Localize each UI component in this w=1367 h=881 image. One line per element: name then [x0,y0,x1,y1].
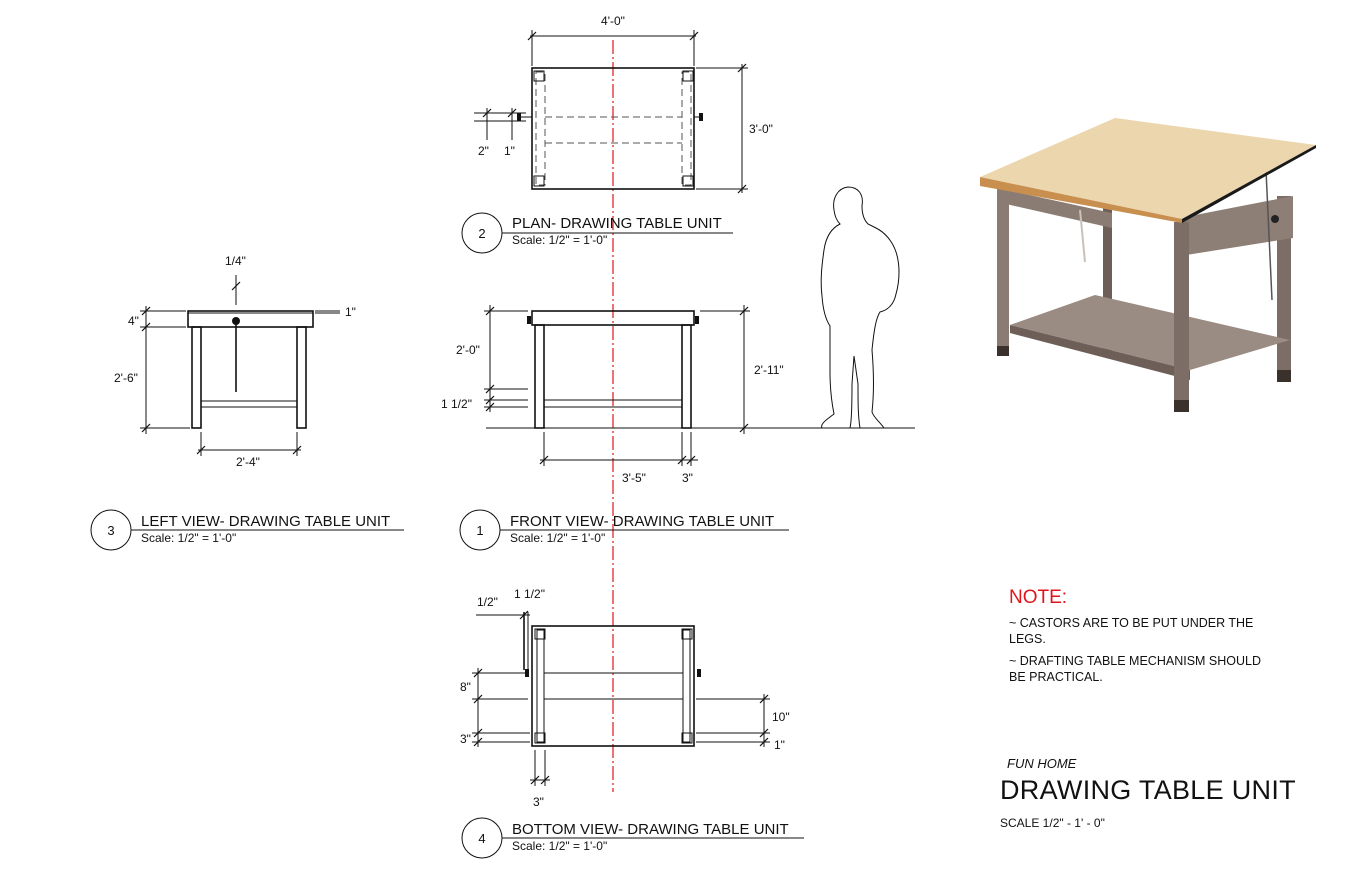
left-view [91,254,404,550]
left-dim-top: 1/4" [225,254,246,268]
left-dim-thick: 4" [128,314,139,328]
front-dim-leg: 2'-0" [456,343,480,357]
left-dim-edge: 1" [345,305,356,319]
bottom-view-title: BOTTOM VIEW- DRAWING TABLE UNIT [512,821,789,838]
front-dim-inset: 3" [682,471,693,485]
front-dim-height: 2'-11" [754,363,784,377]
left-view-title: LEFT VIEW- DRAWING TABLE UNIT [141,513,391,530]
note-item-mechanism: ~ DRAFTING TABLE MECHANISM SHOULD BE PRACTICAL. [1009,654,1262,684]
bottom-view-scale: Scale: 1/2" = 1'-0" [512,839,608,853]
left-dim-height: 2'-6" [114,371,138,385]
project-name: FUN HOME [1007,756,1077,771]
bottom-dim-half: 1/2" [477,595,498,609]
bottom-dim-three-left: 3" [460,732,471,746]
bottom-dim-eight: 8" [460,680,471,694]
front-view-title: FRONT VIEW- DRAWING TABLE UNIT [510,513,775,530]
note-title: NOTE: [1009,587,1068,608]
bottom-dim-one: 1" [774,738,785,752]
left-view-scale: Scale: 1/2" = 1'-0" [141,531,237,545]
bottom-dim-three-bottom: 3" [533,795,544,809]
plan-width-dim: 4'-0" [601,14,625,28]
front-view-number: 1 [476,523,484,538]
plan-dim-b: 1" [504,144,515,158]
bottom-dim-ten: 10" [772,710,790,724]
plan-dim-a: 2" [478,144,489,158]
front-dim-span: 3'-5" [622,471,646,485]
plan-view-scale: Scale: 1/2" = 1'-0" [512,233,608,247]
human-scale-figure [821,187,899,428]
plan-view-number: 2 [478,226,486,241]
note-item-castors: ~ CASTORS ARE TO BE PUT UNDER THE LEGS. [1009,616,1254,646]
left-dim-width: 2'-4" [236,455,260,469]
left-view-number: 3 [107,523,115,538]
front-dim-rail: 1 1/2" [441,397,472,411]
plan-depth-dim: 3'-0" [749,122,773,136]
bottom-dim-onehalf: 1 1/2" [514,587,545,601]
plan-view [462,14,773,253]
front-view-scale: Scale: 1/2" = 1'-0" [510,531,606,545]
plan-view-title: PLAN- DRAWING TABLE UNIT [512,215,722,232]
bottom-view-number: 4 [478,831,486,846]
drawing-scale: SCALE 1/2" - 1' - 0" [1000,816,1105,830]
drafting-table-render [980,118,1316,412]
drawing-title: DRAWING TABLE UNIT [1000,775,1296,805]
bottom-view [460,587,804,858]
